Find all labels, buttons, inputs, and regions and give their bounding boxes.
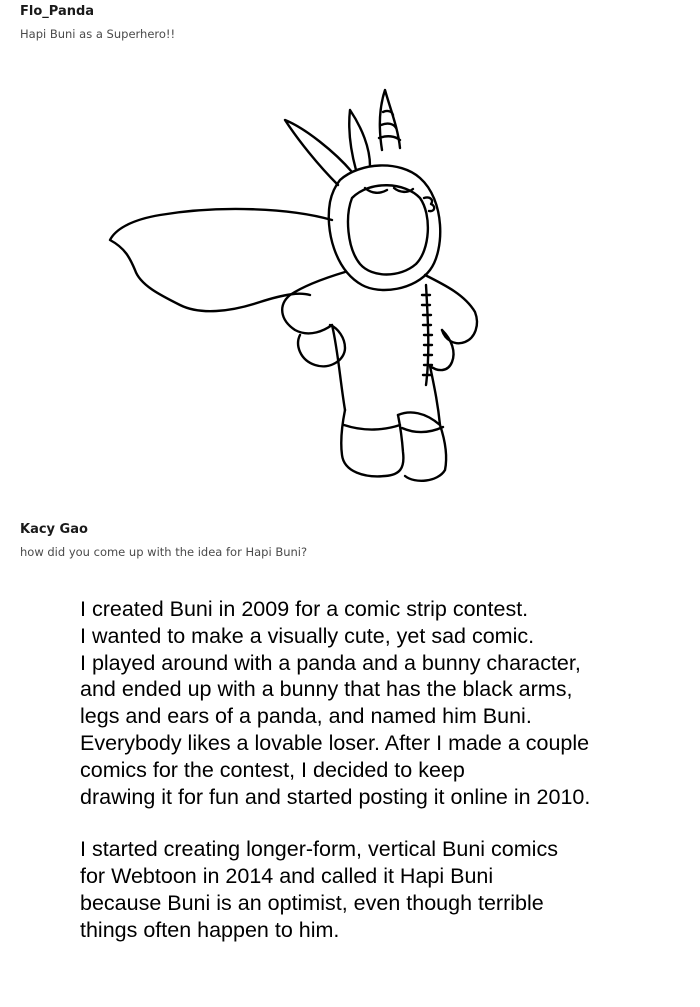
answer-line: for Webtoon in 2014 and called it Hapi Buni bbox=[80, 864, 494, 889]
paragraph-gap bbox=[80, 810, 680, 836]
comment-username[interactable]: Kacy Gao bbox=[20, 522, 88, 537]
answer-line: I started creating longer-form, vertical Buni comics bbox=[80, 837, 558, 862]
left-arm bbox=[282, 272, 345, 333]
answer-line: Everybody likes a lovable loser. After I made a couple bbox=[80, 730, 590, 755]
superhero-buni-illustration bbox=[100, 80, 480, 490]
cape bbox=[110, 209, 332, 311]
answer-line: legs and ears of a panda, and named him Buni. bbox=[80, 704, 532, 729]
answer-line: I played around with a panda and a bunny character, bbox=[80, 650, 581, 675]
horn-outline bbox=[380, 90, 400, 150]
answer-line: drawing it for fun and started posting it online in 2010. bbox=[80, 784, 591, 809]
left-ear bbox=[285, 120, 352, 185]
right-ear bbox=[349, 110, 370, 170]
right-hand bbox=[430, 330, 454, 370]
comment-kacy-gao bbox=[20, 521, 307, 561]
answer-text-block bbox=[80, 596, 680, 944]
comment-flo-panda bbox=[20, 3, 175, 43]
right-leg bbox=[398, 412, 446, 480]
comment-text: Hapi Buni as a Superhero!! bbox=[20, 27, 176, 41]
left-leg bbox=[341, 410, 403, 476]
face bbox=[348, 185, 428, 274]
right-arm bbox=[425, 275, 477, 343]
answer-line: because Buni is an optimist, even though terrible bbox=[80, 890, 544, 915]
answer-line: things often happen to him. bbox=[80, 917, 340, 942]
answer-line: I wanted to make a visually cute, yet sad comic. bbox=[80, 623, 535, 648]
answer-line: I created Buni in 2009 for a comic strip contest. bbox=[80, 597, 529, 621]
comment-text: how did you come up with the idea for Hapi Buni? bbox=[20, 545, 308, 559]
comment-username[interactable]: Flo_Panda bbox=[20, 4, 95, 19]
answer-line: and ended up with a bunny that has the black arms, bbox=[80, 677, 573, 702]
answer-line: comics for the contest, I decided to keep bbox=[80, 757, 465, 782]
